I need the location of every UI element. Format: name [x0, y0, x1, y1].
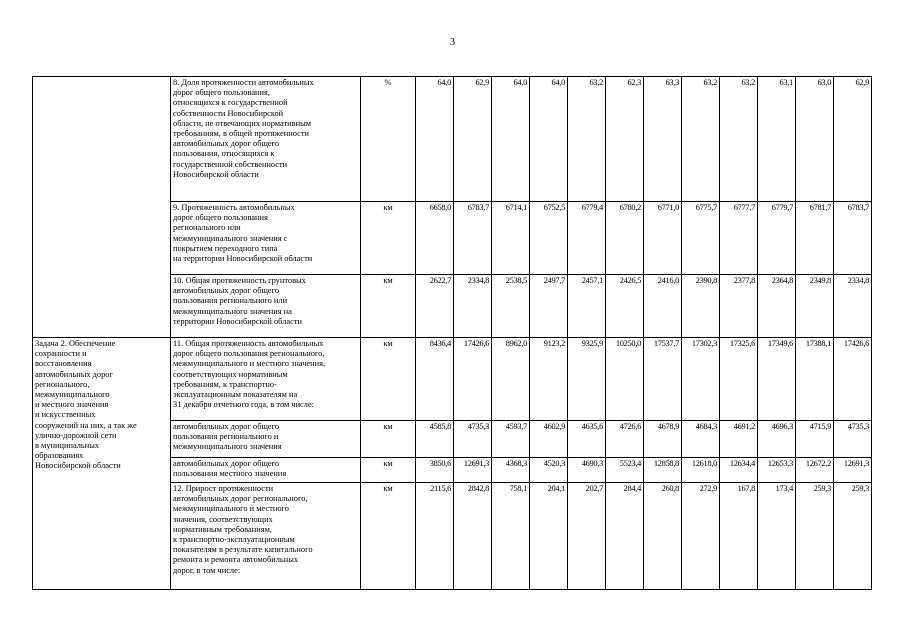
text-line: дорог общего пользования регионального,	[173, 349, 325, 359]
value-cell: 6781,7	[796, 202, 834, 275]
value-cell: 62,9	[454, 77, 492, 202]
value-cell: 272,9	[682, 483, 720, 590]
value-cell: 17302,3	[682, 338, 720, 421]
value-cell: 758,1	[492, 483, 530, 590]
value-cell: 64,0	[530, 77, 568, 202]
value-cell: 6771,0	[644, 202, 682, 275]
text-line: ремонта и ремонта автомобильных	[173, 555, 299, 565]
value-cell: 17388,1	[796, 338, 834, 421]
text-line: государственной собственности	[173, 159, 288, 169]
value-cell: 17537,7	[644, 338, 682, 421]
value-cell: 62,9	[834, 77, 872, 202]
value-cell: 2390,8	[682, 275, 720, 338]
value-cell: 4735,3	[454, 421, 492, 458]
text-line: относящихся к государственной	[173, 98, 288, 108]
text-line: покрытием переходного типа	[173, 243, 278, 253]
text-line: на территории Новосибирской области	[173, 254, 313, 264]
text-line: соответствующих нормативным	[173, 369, 288, 379]
value-cell: 3850,6	[416, 458, 454, 483]
text-line: Новосибирской области	[173, 169, 259, 179]
value-cell: 4368,3	[492, 458, 530, 483]
text-line: пользования местного значения	[173, 469, 287, 479]
unit-cell: км	[361, 275, 416, 338]
value-cell: 9325,9	[568, 338, 606, 421]
value-cell: 17349,6	[758, 338, 796, 421]
value-cell: 2622,7	[416, 275, 454, 338]
value-cell: 4684,3	[682, 421, 720, 458]
value-cell: 4696,3	[758, 421, 796, 458]
unit-cell: км	[361, 338, 416, 421]
unit-cell: км	[361, 421, 416, 458]
value-cell: 259,3	[796, 483, 834, 590]
text-line: автомобильных дорог регионального,	[173, 494, 308, 504]
text-line: межмуниципального и местного значения,	[173, 359, 326, 369]
value-cell: 4602,9	[530, 421, 568, 458]
task-cell-empty	[33, 77, 171, 338]
text-line: в муниципальных	[35, 441, 100, 451]
value-cell: 4585,8	[416, 421, 454, 458]
text-line: и искусственных	[35, 410, 96, 420]
value-cell: 17325,6	[720, 338, 758, 421]
value-cell: 9123,2	[530, 338, 568, 421]
page-number: 3	[450, 37, 455, 48]
value-cell: 4690,3	[568, 458, 606, 483]
value-cell: 4520,3	[530, 458, 568, 483]
text-line: дорог общего пользования	[173, 213, 268, 223]
indicator-cell	[171, 338, 361, 421]
value-cell: 284,4	[606, 483, 644, 590]
value-cell: 12653,3	[758, 458, 796, 483]
value-cell: 2538,5	[492, 275, 530, 338]
value-cell: 63,3	[644, 77, 682, 202]
value-cell: 12618,0	[682, 458, 720, 483]
text-line: к транспортно-эксплуатационным	[173, 535, 295, 545]
value-cell: 173,4	[758, 483, 796, 590]
task-2-cell	[33, 338, 171, 590]
value-cell: 4593,7	[492, 421, 530, 458]
value-cell: 63,2	[682, 77, 720, 202]
text-line: 31 декабря отчетного года, в том числе:	[173, 400, 314, 410]
text-line: автомобильных дорог общего	[173, 459, 280, 468]
value-cell: 63,0	[796, 77, 834, 202]
value-cell: 260,8	[644, 483, 682, 590]
text-line: 10. Общая протяженность грунтовых	[173, 276, 306, 285]
value-cell: 63,2	[568, 77, 606, 202]
text-line: межмуниципального значения с	[173, 233, 288, 243]
value-cell: 8962,0	[492, 338, 530, 421]
value-cell: 2364,8	[758, 275, 796, 338]
value-cell: 6658,0	[416, 202, 454, 275]
value-cell: 63,2	[720, 77, 758, 202]
table-row	[33, 338, 872, 421]
text-line: образованиях	[35, 451, 84, 461]
indicator-cell	[171, 421, 361, 458]
indicators-table	[32, 76, 872, 590]
text-line: автомобильных дорог общего	[173, 422, 280, 431]
text-line: сооружений на них, а так же	[35, 420, 137, 430]
value-cell: 4635,6	[568, 421, 606, 458]
value-cell: 2349,8	[796, 275, 834, 338]
text-line: собственности Новосибирской	[173, 108, 284, 118]
text-line: пользования, относящихся к	[173, 149, 275, 159]
value-cell: 64,0	[492, 77, 530, 202]
text-line: межмуниципального значения на	[173, 306, 292, 316]
value-cell: 2497,7	[530, 275, 568, 338]
text-line: автомобильных дорог общего	[173, 139, 280, 149]
value-cell: 2334,8	[834, 275, 872, 338]
value-cell: 4735,3	[834, 421, 872, 458]
text-line: 11. Общая протяженность автомобильных	[173, 339, 324, 348]
text-line: улично-дорожной сети	[35, 430, 117, 440]
value-cell: 204,1	[530, 483, 568, 590]
value-cell: 10250,0	[606, 338, 644, 421]
value-cell: 2377,8	[720, 275, 758, 338]
text-line: требованиям, в общей протяженности	[173, 129, 309, 139]
value-cell: 202,7	[568, 483, 606, 590]
text-line: межмуниципального	[35, 390, 110, 400]
value-cell: 4715,9	[796, 421, 834, 458]
text-line: регионального,	[35, 379, 90, 389]
value-cell: 2842,8	[454, 483, 492, 590]
value-cell: 62,3	[606, 77, 644, 202]
text-line: восстановления	[35, 359, 92, 369]
text-line: области, не отвечающих нормативным	[173, 118, 312, 128]
text-line: пользования регионального или	[173, 296, 288, 306]
text-line: дорог общего пользования,	[173, 88, 270, 98]
text-line: межмуниципального значения	[173, 442, 282, 452]
value-cell: 6783,7	[834, 202, 872, 275]
value-cell: 64,0	[416, 77, 454, 202]
value-cell: 4678,9	[644, 421, 682, 458]
indicator-cell	[171, 77, 361, 202]
indicator-cell	[171, 275, 361, 338]
text-line: нормативным требованиям,	[173, 524, 272, 534]
text-line: 8. Доля протяженности автомобильных	[173, 78, 314, 87]
text-line: регионального или	[173, 223, 241, 233]
value-cell: 12858,8	[644, 458, 682, 483]
text-line: значения, соответствующих	[173, 514, 273, 524]
text-line: эксплуатационным показателям на	[173, 390, 298, 400]
unit-cell: км	[361, 202, 416, 275]
text-line: требованиям, к транспортно-	[173, 379, 277, 389]
indicator-cell	[171, 458, 361, 483]
value-cell: 6777,7	[720, 202, 758, 275]
value-cell: 12672,2	[796, 458, 834, 483]
value-cell: 6779,7	[758, 202, 796, 275]
unit-cell: %	[361, 77, 416, 202]
text-line: территории Новосибирской области	[173, 316, 302, 326]
value-cell: 6783,7	[454, 202, 492, 275]
unit-cell: км	[361, 458, 416, 483]
value-cell: 12691,3	[454, 458, 492, 483]
value-cell: 167,8	[720, 483, 758, 590]
value-cell: 2416,0	[644, 275, 682, 338]
text-line: и местного значения	[35, 400, 109, 410]
text-line: показателям в результате капитального	[173, 545, 313, 555]
unit-cell: км	[361, 483, 416, 590]
text-line: межмуниципального и местного	[173, 504, 289, 514]
value-cell: 12691,3	[834, 458, 872, 483]
value-cell: 2426,5	[606, 275, 644, 338]
text-line: 9. Протяженность автомобильных	[173, 203, 295, 212]
value-cell: 6780,2	[606, 202, 644, 275]
text-line: Новосибирской области	[35, 461, 121, 471]
value-cell: 6779,4	[568, 202, 606, 275]
value-cell: 12634,4	[720, 458, 758, 483]
text-line: дорог, в том числе:	[173, 565, 241, 575]
value-cell: 2115,6	[416, 483, 454, 590]
text-line: 12. Прирост протяженности	[173, 484, 274, 493]
text-line: сохранности и	[35, 349, 87, 359]
indicator-cell	[171, 483, 361, 590]
value-cell: 259,3	[834, 483, 872, 590]
value-cell: 6775,7	[682, 202, 720, 275]
indicator-cell	[171, 202, 361, 275]
text-line: автомобильных дорог общего	[173, 286, 280, 296]
value-cell: 6752,5	[530, 202, 568, 275]
value-cell: 63,1	[758, 77, 796, 202]
value-cell: 8436,4	[416, 338, 454, 421]
value-cell: 4691,2	[720, 421, 758, 458]
value-cell: 17426,6	[454, 338, 492, 421]
value-cell: 2457,1	[568, 275, 606, 338]
value-cell: 6714,1	[492, 202, 530, 275]
value-cell: 17426,6	[834, 338, 872, 421]
value-cell: 2334,8	[454, 275, 492, 338]
text-line: Задача 2. Обеспечение	[35, 339, 116, 348]
text-line: автомобильных дорог	[35, 369, 113, 379]
text-line: пользования регионального и	[173, 432, 279, 442]
table-row	[33, 77, 872, 202]
value-cell: 5523,4	[606, 458, 644, 483]
value-cell: 4726,6	[606, 421, 644, 458]
